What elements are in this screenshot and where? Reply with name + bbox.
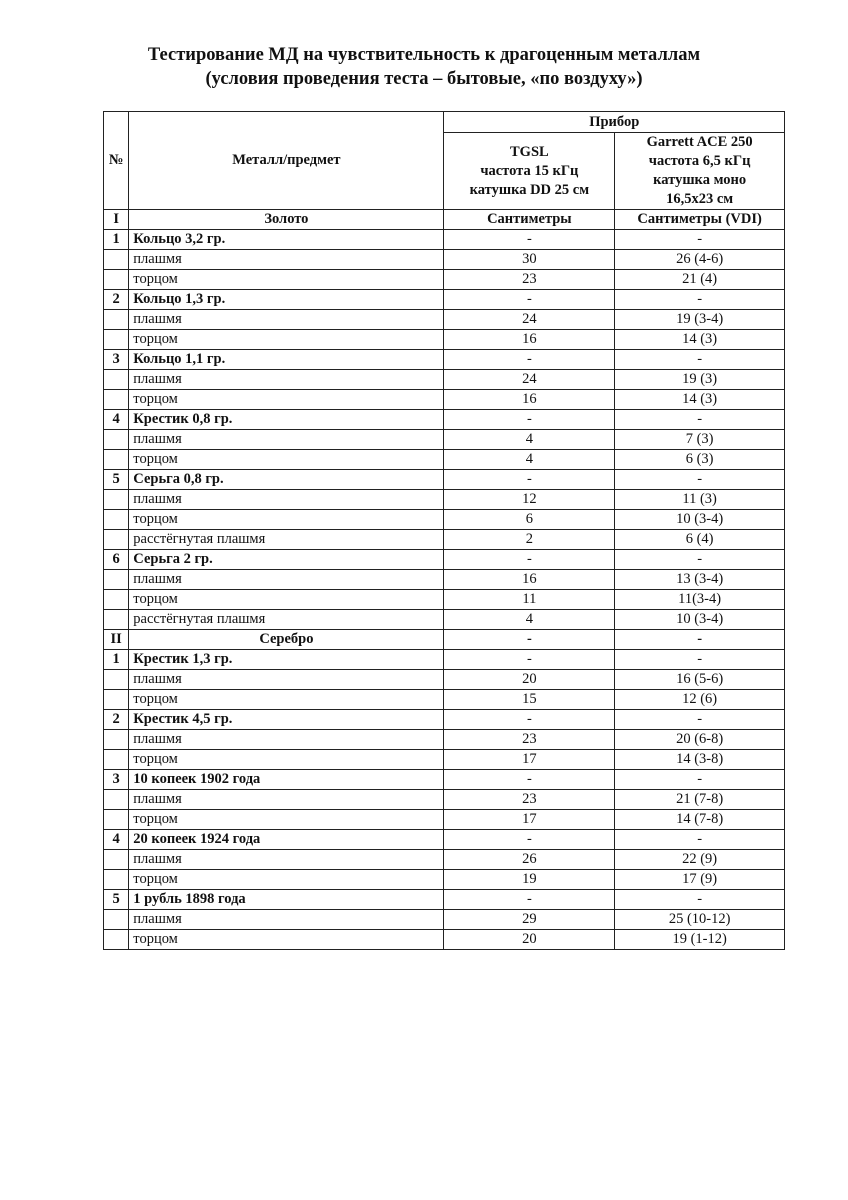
measurement-row xyxy=(104,790,785,810)
measurement-orientation: плашмя xyxy=(129,730,444,750)
measurement-tgsl-cm: 29 xyxy=(444,910,615,930)
measurement-num xyxy=(104,610,129,630)
item-row xyxy=(104,350,785,370)
measurement-orientation: плашмя xyxy=(129,370,444,390)
measurement-row xyxy=(104,570,785,590)
item-tgsl-value: - xyxy=(444,550,615,570)
item-row xyxy=(104,410,785,430)
measurement-orientation: торцом xyxy=(129,930,444,950)
item-garrett-value: - xyxy=(615,470,785,490)
measurement-num xyxy=(104,450,129,470)
item-name: Серьга 0,8 гр. xyxy=(129,470,444,490)
item-tgsl-value: - xyxy=(444,470,615,490)
measurement-row xyxy=(104,370,785,390)
item-num: 4 xyxy=(104,410,129,430)
item-garrett-value: - xyxy=(615,710,785,730)
item-garrett-value: - xyxy=(615,830,785,850)
measurement-tgsl-cm: 24 xyxy=(444,370,615,390)
section-name: Золото xyxy=(129,210,444,230)
section-num: I xyxy=(104,210,129,230)
measurement-orientation: торцом xyxy=(129,510,444,530)
measurement-num xyxy=(104,850,129,870)
measurement-orientation: плашмя xyxy=(129,850,444,870)
measurement-garrett-cm-vdi: 21 (4) xyxy=(615,270,785,290)
header-num: № xyxy=(104,112,129,210)
header-device-garrett xyxy=(615,133,785,210)
measurement-garrett-cm-vdi: 19 (1-12) xyxy=(615,930,785,950)
item-tgsl-value: - xyxy=(444,710,615,730)
item-garrett-value: - xyxy=(615,290,785,310)
measurement-garrett-cm-vdi: 14 (3) xyxy=(615,390,785,410)
measurement-num xyxy=(104,790,129,810)
measurement-row xyxy=(104,690,785,710)
measurement-row xyxy=(104,490,785,510)
item-tgsl-value: - xyxy=(444,410,615,430)
item-row xyxy=(104,550,785,570)
header-device-tgsl-line: частота 15 кГц xyxy=(480,162,579,179)
measurement-orientation: расстёгнутая плашмя xyxy=(129,530,444,550)
measurement-garrett-cm-vdi: 21 (7-8) xyxy=(615,790,785,810)
measurement-garrett-cm-vdi: 26 (4-6) xyxy=(615,250,785,270)
measurement-tgsl-cm: 23 xyxy=(444,790,615,810)
title-line-2: (условия проведения теста – бытовые, «по воздуху») xyxy=(205,69,643,89)
measurement-orientation: плашмя xyxy=(129,790,444,810)
measurement-tgsl-cm: 20 xyxy=(444,930,615,950)
measurement-orientation: плашмя xyxy=(129,310,444,330)
measurement-orientation: торцом xyxy=(129,330,444,350)
section-row xyxy=(104,630,785,650)
measurement-tgsl-cm: 12 xyxy=(444,490,615,510)
measurement-garrett-cm-vdi: 13 (3-4) xyxy=(615,570,785,590)
measurement-garrett-cm-vdi: 19 (3-4) xyxy=(615,310,785,330)
measurement-tgsl-cm: 16 xyxy=(444,390,615,410)
item-garrett-value: - xyxy=(615,770,785,790)
results-table xyxy=(103,111,785,950)
item-name: Серьга 2 гр. xyxy=(129,550,444,570)
section-num: II xyxy=(104,630,129,650)
item-garrett-value: - xyxy=(615,650,785,670)
measurement-row xyxy=(104,390,785,410)
header-device-garrett-line: катушка моно xyxy=(653,172,747,188)
measurement-garrett-cm-vdi: 14 (3-8) xyxy=(615,750,785,770)
header-device-tgsl-line: катушка DD 25 см xyxy=(469,181,590,198)
measurement-num xyxy=(104,490,129,510)
measurement-row xyxy=(104,670,785,690)
document-title xyxy=(0,43,848,91)
measurement-num xyxy=(104,330,129,350)
measurement-num xyxy=(104,590,129,610)
item-num: 2 xyxy=(104,710,129,730)
item-name: 10 копеек 1902 года xyxy=(129,770,444,790)
measurement-tgsl-cm: 6 xyxy=(444,510,615,530)
measurement-tgsl-cm: 17 xyxy=(444,810,615,830)
measurement-num xyxy=(104,390,129,410)
measurement-num xyxy=(104,930,129,950)
measurement-tgsl-cm: 26 xyxy=(444,850,615,870)
item-tgsl-value: - xyxy=(444,770,615,790)
measurement-orientation: торцом xyxy=(129,870,444,890)
measurement-garrett-cm-vdi: 6 (3) xyxy=(615,450,785,470)
item-num: 3 xyxy=(104,350,129,370)
measurement-tgsl-cm: 11 xyxy=(444,590,615,610)
table-header xyxy=(104,112,785,210)
item-num: 2 xyxy=(104,290,129,310)
item-num: 4 xyxy=(104,830,129,850)
measurement-row xyxy=(104,850,785,870)
item-num: 3 xyxy=(104,770,129,790)
measurement-orientation: торцом xyxy=(129,590,444,610)
measurement-garrett-cm-vdi: 14 (7-8) xyxy=(615,810,785,830)
measurement-garrett-cm-vdi: 7 (3) xyxy=(615,430,785,450)
measurement-row xyxy=(104,730,785,750)
measurement-tgsl-cm: 16 xyxy=(444,330,615,350)
measurement-num xyxy=(104,530,129,550)
header-device-group: Прибор xyxy=(444,112,785,133)
measurement-num xyxy=(104,370,129,390)
measurement-row xyxy=(104,510,785,530)
measurement-garrett-cm-vdi: 6 (4) xyxy=(615,530,785,550)
section-row xyxy=(104,210,785,230)
measurement-row xyxy=(104,750,785,770)
item-row xyxy=(104,470,785,490)
measurement-garrett-cm-vdi: 20 (6-8) xyxy=(615,730,785,750)
table-body xyxy=(104,210,785,950)
item-row xyxy=(104,230,785,250)
measurement-tgsl-cm: 24 xyxy=(444,310,615,330)
measurement-garrett-cm-vdi: 17 (9) xyxy=(615,870,785,890)
measurement-row xyxy=(104,250,785,270)
measurement-garrett-cm-vdi: 19 (3) xyxy=(615,370,785,390)
measurement-row xyxy=(104,310,785,330)
measurement-tgsl-cm: 30 xyxy=(444,250,615,270)
item-num: 5 xyxy=(104,890,129,910)
measurement-orientation: торцом xyxy=(129,450,444,470)
measurement-orientation: плашмя xyxy=(129,910,444,930)
section-unit-tgsl: Сантиметры xyxy=(444,210,615,230)
measurement-num xyxy=(104,910,129,930)
header-device-tgsl xyxy=(444,133,615,210)
measurement-num xyxy=(104,670,129,690)
measurement-row xyxy=(104,810,785,830)
measurement-orientation: торцом xyxy=(129,810,444,830)
measurement-orientation: плашмя xyxy=(129,430,444,450)
measurement-num xyxy=(104,310,129,330)
measurement-tgsl-cm: 17 xyxy=(444,750,615,770)
header-device-tgsl-line: TGSL xyxy=(510,143,549,160)
item-garrett-value: - xyxy=(615,410,785,430)
section-unit-garrett: - xyxy=(615,630,785,650)
measurement-tgsl-cm: 16 xyxy=(444,570,615,590)
header-device-garrett-line: 16,5х23 см xyxy=(666,191,734,207)
measurement-orientation: плашмя xyxy=(129,250,444,270)
measurement-orientation: плашмя xyxy=(129,490,444,510)
measurement-garrett-cm-vdi: 22 (9) xyxy=(615,850,785,870)
item-num: 1 xyxy=(104,650,129,670)
item-garrett-value: - xyxy=(615,890,785,910)
item-name: Крестик 4,5 гр. xyxy=(129,710,444,730)
item-row xyxy=(104,830,785,850)
measurement-orientation: торцом xyxy=(129,270,444,290)
measurement-tgsl-cm: 4 xyxy=(444,450,615,470)
measurement-num xyxy=(104,870,129,890)
measurement-tgsl-cm: 4 xyxy=(444,430,615,450)
item-num: 5 xyxy=(104,470,129,490)
section-unit-garrett: Сантиметры (VDI) xyxy=(615,210,785,230)
measurement-garrett-cm-vdi: 25 (10-12) xyxy=(615,910,785,930)
measurement-row xyxy=(104,330,785,350)
measurement-tgsl-cm: 23 xyxy=(444,270,615,290)
measurement-num xyxy=(104,730,129,750)
item-tgsl-value: - xyxy=(444,830,615,850)
item-garrett-value: - xyxy=(615,350,785,370)
measurement-orientation: плашмя xyxy=(129,670,444,690)
measurement-num xyxy=(104,250,129,270)
measurement-garrett-cm-vdi: 16 (5-6) xyxy=(615,670,785,690)
measurement-row xyxy=(104,870,785,890)
measurement-orientation: плашмя xyxy=(129,570,444,590)
item-name: 1 рубль 1898 года xyxy=(129,890,444,910)
measurement-num xyxy=(104,690,129,710)
measurement-orientation: расстёгнутая плашмя xyxy=(129,610,444,630)
item-garrett-value: - xyxy=(615,230,785,250)
measurement-orientation: торцом xyxy=(129,750,444,770)
measurement-row xyxy=(104,910,785,930)
item-row xyxy=(104,290,785,310)
measurement-tgsl-cm: 20 xyxy=(444,670,615,690)
item-tgsl-value: - xyxy=(444,350,615,370)
header-item: Металл/предмет xyxy=(129,112,444,210)
item-row xyxy=(104,770,785,790)
measurement-num xyxy=(104,270,129,290)
item-num: 6 xyxy=(104,550,129,570)
measurement-row xyxy=(104,610,785,630)
item-row xyxy=(104,890,785,910)
measurement-garrett-cm-vdi: 14 (3) xyxy=(615,330,785,350)
section-unit-tgsl: - xyxy=(444,630,615,650)
item-tgsl-value: - xyxy=(444,290,615,310)
item-name: 20 копеек 1924 года xyxy=(129,830,444,850)
section-name: Серебро xyxy=(129,630,444,650)
measurement-garrett-cm-vdi: 11(3-4) xyxy=(615,590,785,610)
item-name: Кольцо 1,1 гр. xyxy=(129,350,444,370)
measurement-num xyxy=(104,750,129,770)
item-name: Кольцо 3,2 гр. xyxy=(129,230,444,250)
measurement-num xyxy=(104,510,129,530)
header-device-garrett-line: Garrett ACE 250 xyxy=(646,134,753,150)
measurement-num xyxy=(104,810,129,830)
item-name: Кольцо 1,3 гр. xyxy=(129,290,444,310)
item-name: Крестик 0,8 гр. xyxy=(129,410,444,430)
measurement-orientation: торцом xyxy=(129,690,444,710)
header-device-garrett-line: частота 6,5 кГц xyxy=(648,153,751,169)
measurement-row xyxy=(104,430,785,450)
measurement-tgsl-cm: 15 xyxy=(444,690,615,710)
item-num: 1 xyxy=(104,230,129,250)
measurement-num xyxy=(104,570,129,590)
measurement-row xyxy=(104,590,785,610)
measurement-tgsl-cm: 2 xyxy=(444,530,615,550)
measurement-garrett-cm-vdi: 10 (3-4) xyxy=(615,610,785,630)
measurement-row xyxy=(104,530,785,550)
measurement-row xyxy=(104,450,785,470)
measurement-tgsl-cm: 19 xyxy=(444,870,615,890)
item-row xyxy=(104,710,785,730)
measurement-num xyxy=(104,430,129,450)
measurement-garrett-cm-vdi: 12 (6) xyxy=(615,690,785,710)
measurement-garrett-cm-vdi: 10 (3-4) xyxy=(615,510,785,530)
item-row xyxy=(104,650,785,670)
measurement-garrett-cm-vdi: 11 (3) xyxy=(615,490,785,510)
measurement-row xyxy=(104,270,785,290)
title-line-1: Тестирование МД на чувствительность к драгоценным металлам xyxy=(147,45,701,65)
item-tgsl-value: - xyxy=(444,890,615,910)
item-tgsl-value: - xyxy=(444,650,615,670)
item-tgsl-value: - xyxy=(444,230,615,250)
measurement-orientation: торцом xyxy=(129,390,444,410)
item-name: Крестик 1,3 гр. xyxy=(129,650,444,670)
measurement-row xyxy=(104,930,785,950)
measurement-tgsl-cm: 4 xyxy=(444,610,615,630)
measurement-tgsl-cm: 23 xyxy=(444,730,615,750)
item-garrett-value: - xyxy=(615,550,785,570)
